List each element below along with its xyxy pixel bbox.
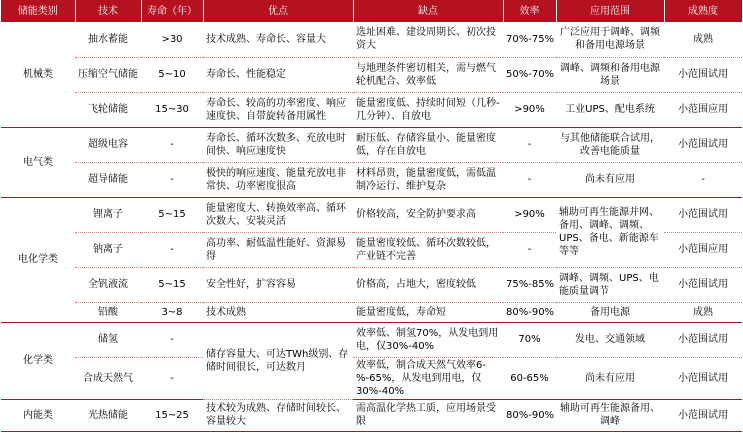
cell-technology: 钠离子 <box>75 232 141 267</box>
cell-technology: 超导储能 <box>75 162 141 197</box>
cell-technology: 压缩空气储能 <box>75 57 141 92</box>
cell-disadvantages: 材料昂贵，能量密度低，需低温制冷运行、维护复杂 <box>353 162 503 197</box>
cell-efficiency: 80%-90% <box>503 399 556 431</box>
category-electric: 电气类 <box>1 127 75 197</box>
table-row <box>1 322 742 357</box>
cell-maturity: - <box>664 162 742 197</box>
header-category: 储能类别 <box>1 0 75 22</box>
cell-application: 调峰、调频、UPS、电能质量调节 <box>556 267 664 302</box>
cell-technology: 抽水蓄能 <box>75 22 141 57</box>
cell-efficiency: 70%-75% <box>503 22 556 57</box>
header-lifetime: 寿命（年） <box>141 0 203 22</box>
table-row <box>1 197 742 232</box>
header-row <box>1 0 742 22</box>
cell-maturity: 小范围试用 <box>664 357 742 399</box>
cell-application: 发电、交通领域 <box>556 322 664 357</box>
cell-advantages: 技术较为成熟、存储时间较长、容量较大 <box>203 399 353 431</box>
cell-technology: 铅酸 <box>75 302 141 322</box>
cell-maturity: 小范围应用 <box>664 232 742 267</box>
cell-technology: 超级电容 <box>75 127 141 162</box>
cell-efficiency: 75%-85% <box>503 267 556 302</box>
cell-application: 工业UPS、配电系统 <box>556 92 664 127</box>
cell-technology: 锂离子 <box>75 197 141 232</box>
cell-maturity: 小范围试用 <box>664 57 742 92</box>
cell-disadvantages: 耐压低、存储容量小、能量密度低，存在自放电 <box>353 127 503 162</box>
table-row <box>1 267 742 302</box>
cell-advantages: 寿命长、较高的功率密度、响应速度快、自带旋转备用属性 <box>203 92 353 127</box>
cell-maturity: 小范围应用 <box>664 92 742 127</box>
cell-advantages: 安全性好，扩容容易 <box>203 267 353 302</box>
cell-application: 辅助可再生能源备用、调峰 <box>556 399 664 431</box>
table-row <box>1 22 742 57</box>
cell-efficiency: - <box>503 162 556 197</box>
cell-maturity: 小范围试用 <box>664 399 742 431</box>
cell-advantages: 能量密度大、转换效率高、循环次数大、安装灵活 <box>203 197 353 232</box>
cell-application: 备用电源 <box>556 302 664 322</box>
cell-disadvantages: 需高温化学热工质，应用场景受限 <box>353 399 503 431</box>
table-row <box>1 399 742 431</box>
cell-advantages: 寿命长、循环次数多、充放电时间快、响应速度快 <box>203 127 353 162</box>
cell-disadvantages: 能量密度较低、循环次数较低，产业链不完善 <box>353 232 503 267</box>
cell-lifetime: - <box>141 127 203 162</box>
cell-efficiency: 60-65% <box>503 357 556 399</box>
cell-maturity: 成熟 <box>664 22 742 57</box>
cell-application: 辅助可再生能源并网、备用、调峰、调频、UPS、备电、新能源车等等 <box>556 197 664 267</box>
cell-efficiency: 50%-70% <box>503 57 556 92</box>
cell-lifetime: 15~25 <box>141 399 203 431</box>
cell-application: 尚未有应用 <box>556 357 664 399</box>
cell-lifetime: 5~15 <box>141 267 203 302</box>
cell-application: 广泛应用于调峰、调频和备用电源场景 <box>556 22 664 57</box>
cell-application: 与其他储能联合试用，改善电能质量 <box>556 127 664 162</box>
table-row <box>1 57 742 92</box>
cell-advantages: 储存容量大、可达TWh级别、存储时间很长，可达数月 <box>203 322 353 399</box>
cell-disadvantages: 能量密度低、持续时间短（几秒-几分钟）、自放电 <box>353 92 503 127</box>
cell-lifetime: 3~8 <box>141 302 203 322</box>
cell-lifetime: >30 <box>141 22 203 57</box>
cell-application: 调峰、调频和备用电源场景 <box>556 57 664 92</box>
cell-disadvantages: 效率低，制合成天然气效率6-%-65%，从发电到用电，仅30%-40% <box>353 357 503 399</box>
cell-lifetime: - <box>141 357 203 399</box>
table-row <box>1 92 742 127</box>
cell-efficiency: 70% <box>503 322 556 357</box>
cell-advantages: 高功率、耐低温性能好、资源易得 <box>203 232 353 267</box>
cell-lifetime: - <box>141 232 203 267</box>
cell-maturity: 小范围试用 <box>664 322 742 357</box>
cell-technology: 全钒液流 <box>75 267 141 302</box>
cell-efficiency: >90% <box>503 92 556 127</box>
cell-lifetime: - <box>141 162 203 197</box>
cell-advantages: 极快的响应速度、能量充放电非常快、功率密度很高 <box>203 162 353 197</box>
cell-maturity: 小范围试用 <box>664 127 742 162</box>
cell-disadvantages: 价格较高，安全防护要求高 <box>353 197 503 232</box>
cell-lifetime: 5~10 <box>141 57 203 92</box>
energy-storage-comparison-table <box>1 0 743 432</box>
header-technology: 技术 <box>75 0 141 22</box>
cell-lifetime: 15~30 <box>141 92 203 127</box>
cell-lifetime: - <box>141 322 203 357</box>
cell-disadvantages: 效率低、制氢70%，从发电到用电，仅30%-40% <box>353 322 503 357</box>
cell-technology: 光热储能 <box>75 399 141 431</box>
cell-advantages: 技术成熟 <box>203 302 353 322</box>
cell-efficiency: >90% <box>503 197 556 232</box>
cell-disadvantages: 价格高，占地大，密度较低 <box>353 267 503 302</box>
table-row <box>1 302 742 322</box>
header-advantages: 优点 <box>203 0 353 22</box>
category-chemical: 化学类 <box>1 322 75 399</box>
cell-disadvantages: 与地理条件密切相关，需与燃气轮机配合、效率低 <box>353 57 503 92</box>
header-maturity: 成熟度 <box>664 0 742 22</box>
category-electrochemical: 电化学类 <box>1 197 75 322</box>
cell-disadvantages: 选址困难、建设周期长、初次投资大 <box>353 22 503 57</box>
cell-maturity: 小范围试用 <box>664 197 742 232</box>
cell-efficiency: 80%-90% <box>503 302 556 322</box>
header-disadvantages: 缺点 <box>353 0 503 22</box>
cell-technology: 储氢 <box>75 322 141 357</box>
header-application: 应用范围 <box>556 0 664 22</box>
cell-efficiency: - <box>503 232 556 267</box>
table-row <box>1 357 742 399</box>
cell-maturity: 小范围试用 <box>664 267 742 302</box>
cell-technology: 合成天然气 <box>75 357 141 399</box>
table-row <box>1 127 742 162</box>
cell-application: 尚未有应用 <box>556 162 664 197</box>
header-efficiency: 效率 <box>503 0 556 22</box>
category-mechanical: 机械类 <box>1 22 75 127</box>
table-row <box>1 162 742 197</box>
cell-lifetime: 5~15 <box>141 197 203 232</box>
cell-disadvantages: 能量密度低，寿命短 <box>353 302 503 322</box>
cell-maturity: 成熟 <box>664 302 742 322</box>
cell-advantages: 技术成熟、寿命长、容量大 <box>203 22 353 57</box>
cell-technology: 飞轮储能 <box>75 92 141 127</box>
category-thermal: 内能类 <box>1 399 75 431</box>
cell-efficiency: - <box>503 127 556 162</box>
cell-advantages: 寿命长、性能稳定 <box>203 57 353 92</box>
